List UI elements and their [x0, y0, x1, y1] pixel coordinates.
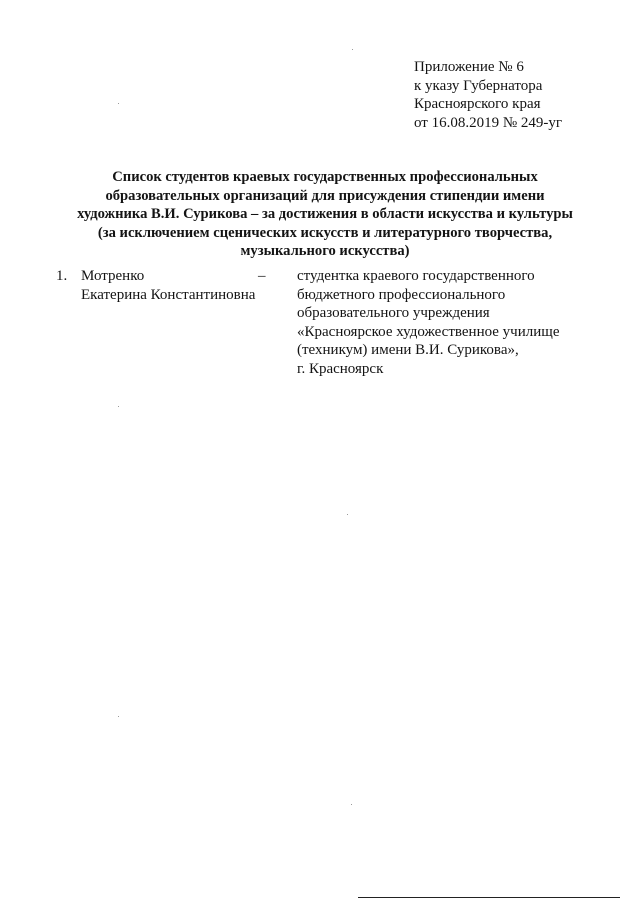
appendix-number: Приложение № 6	[414, 59, 524, 75]
description-line: г. Красноярск	[297, 360, 384, 377]
scan-speck	[118, 103, 119, 104]
separator-dash: –	[258, 268, 266, 284]
list-number: 1.	[56, 268, 68, 284]
bottom-rule	[358, 897, 620, 898]
appendix-header	[414, 58, 562, 132]
description-line: образовательного учреждения	[297, 305, 490, 322]
document-title	[40, 168, 610, 261]
appendix-date-number: от 16.08.2019 № 249-уг	[414, 114, 563, 131]
student-name	[81, 267, 255, 304]
description-line: студентка краевого государственного	[297, 268, 535, 284]
appendix-decree-ref: к указу Губернатора	[414, 77, 543, 94]
description-line: «Красноярское художественное училище	[297, 323, 560, 340]
description-line: (техникум) имени В.И. Сурикова»,	[297, 342, 519, 359]
title-line: (за исключением сценических искусств и литературного творчества,	[97, 224, 553, 241]
scan-speck	[118, 406, 119, 407]
student-surname: Мотренко	[81, 268, 145, 284]
scan-speck	[118, 716, 119, 717]
title-line: музыкального искусства)	[240, 243, 410, 260]
title-line: Список студентов краевых государственных профессиональных	[112, 169, 538, 185]
student-given-names: Екатерина Константиновна	[81, 286, 256, 303]
scan-speck	[352, 49, 353, 50]
description-line: бюджетного профессионального	[297, 286, 506, 303]
student-description	[297, 267, 559, 379]
scan-speck	[351, 804, 352, 805]
appendix-region: Красноярского края	[414, 96, 541, 112]
scan-speck	[347, 514, 348, 515]
title-line: образовательных организаций для присуждения стипендии имени	[105, 187, 545, 204]
title-line: художника В.И. Сурикова – за достижения в области искусства и культуры	[77, 206, 573, 223]
